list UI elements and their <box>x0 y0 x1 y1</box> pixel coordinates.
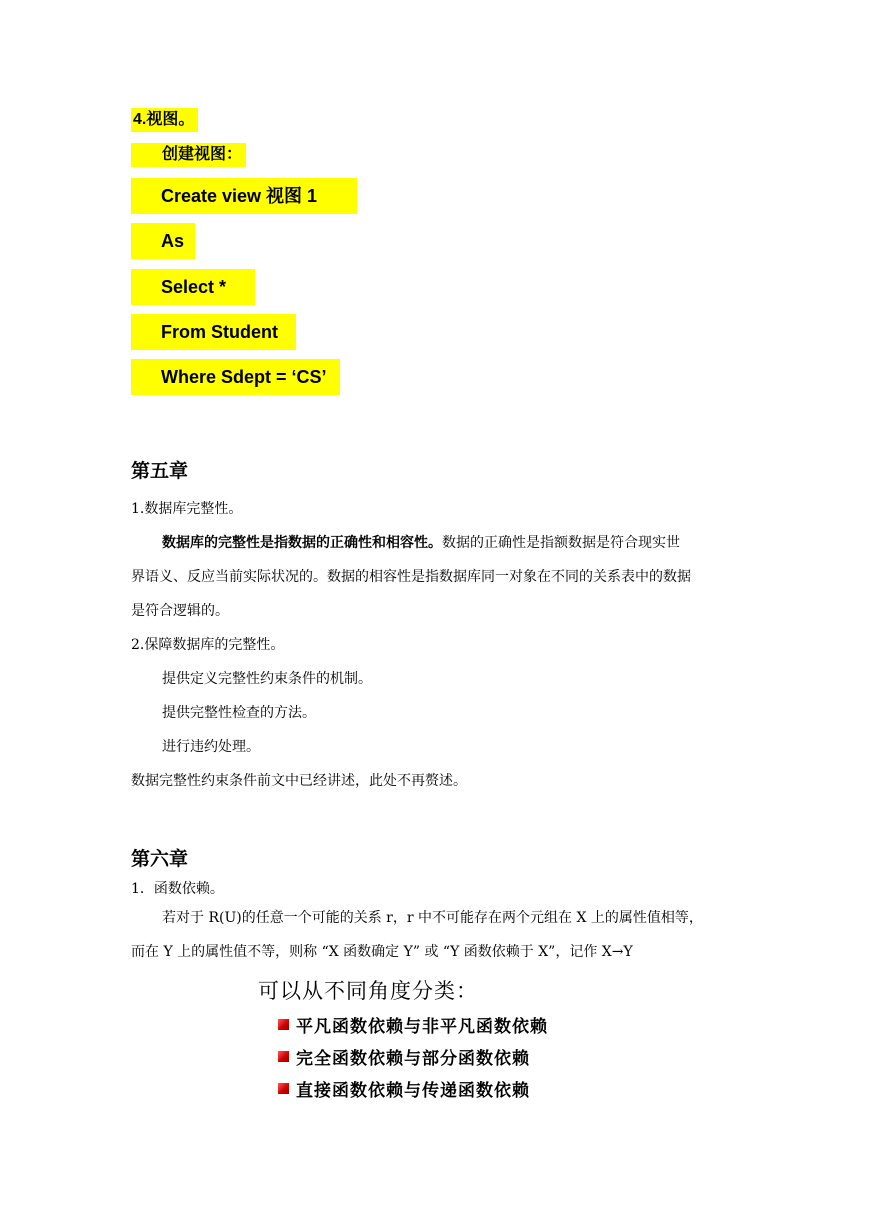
ch6-item1-title: 1．函数依赖。 <box>131 881 224 897</box>
figure-item-text: 完全函数依赖与部分函数依赖 <box>296 1049 530 1069</box>
code-line-create <box>131 178 357 214</box>
figure-item <box>278 1044 530 1069</box>
code-line-from <box>131 314 296 350</box>
ch6-def-line1: 若对于 R(U)的任意一个可能的关系 r，r 中不可能存在两个元组在 X 上的属性值相等， <box>162 910 703 926</box>
chapter-6-heading: 第六章 <box>131 848 189 870</box>
square-bullet-icon <box>278 1019 289 1030</box>
code-line-where <box>131 359 340 395</box>
code-text: From Student <box>161 322 278 342</box>
ch5-item2-point: 进行违约处理。 <box>162 739 260 755</box>
figure-item-text: 平凡函数依赖与非平凡函数依赖 <box>296 1017 548 1037</box>
ch5-item1-bold: 数据库的完整性是指数据的正确性和相容性。 <box>162 535 442 551</box>
section-4-title: 4.视图。 <box>131 108 198 132</box>
code-line-select <box>131 269 255 305</box>
figure-item <box>278 1076 530 1101</box>
ch5-item1-rest: 数据的正确性是指额数据是符合现实世 <box>442 535 680 551</box>
ch5-item1-line2: 界语义、反应当前实际状况的。数据的相容性是指数据库同一对象在不同的关系表中的数据 <box>131 569 691 585</box>
code-line-as <box>131 223 195 259</box>
ch5-item2-point: 提供定义完整性约束条件的机制。 <box>162 671 372 687</box>
square-bullet-icon <box>278 1083 289 1094</box>
ch5-item1-line1 <box>162 533 680 553</box>
figure-item-text: 直接函数依赖与传递函数依赖 <box>296 1081 530 1101</box>
ch6-def-line2: 而在 Y 上的属性值不等，则称 “X 函数确定 Y” 或 “Y 函数依赖于 X”，记作 X→Y <box>131 944 633 960</box>
code-text: Create view 视图 1 <box>161 186 318 206</box>
code-text: Where Sdept = ‘CS’ <box>161 367 327 387</box>
figure-title: 可以从不同角度分类： <box>258 979 478 1003</box>
ch5-item1-title: 1.数据库完整性。 <box>131 501 243 517</box>
ch5-item2-title: 2.保障数据库的完整性。 <box>131 637 285 653</box>
code-text: As <box>161 231 185 251</box>
chapter-5-heading: 第五章 <box>131 460 189 482</box>
ch5-item2-point: 提供完整性检查的方法。 <box>162 705 316 721</box>
code-text: Select * <box>161 277 227 297</box>
ch5-note: 数据完整性约束条件前文中已经讲述，此处不再赘述。 <box>131 773 467 789</box>
square-bullet-icon <box>278 1051 289 1062</box>
figure-item <box>278 1012 548 1037</box>
create-view-label: 创建视图： <box>131 143 246 167</box>
ch5-item1-line3: 是符合逻辑的。 <box>131 603 229 619</box>
